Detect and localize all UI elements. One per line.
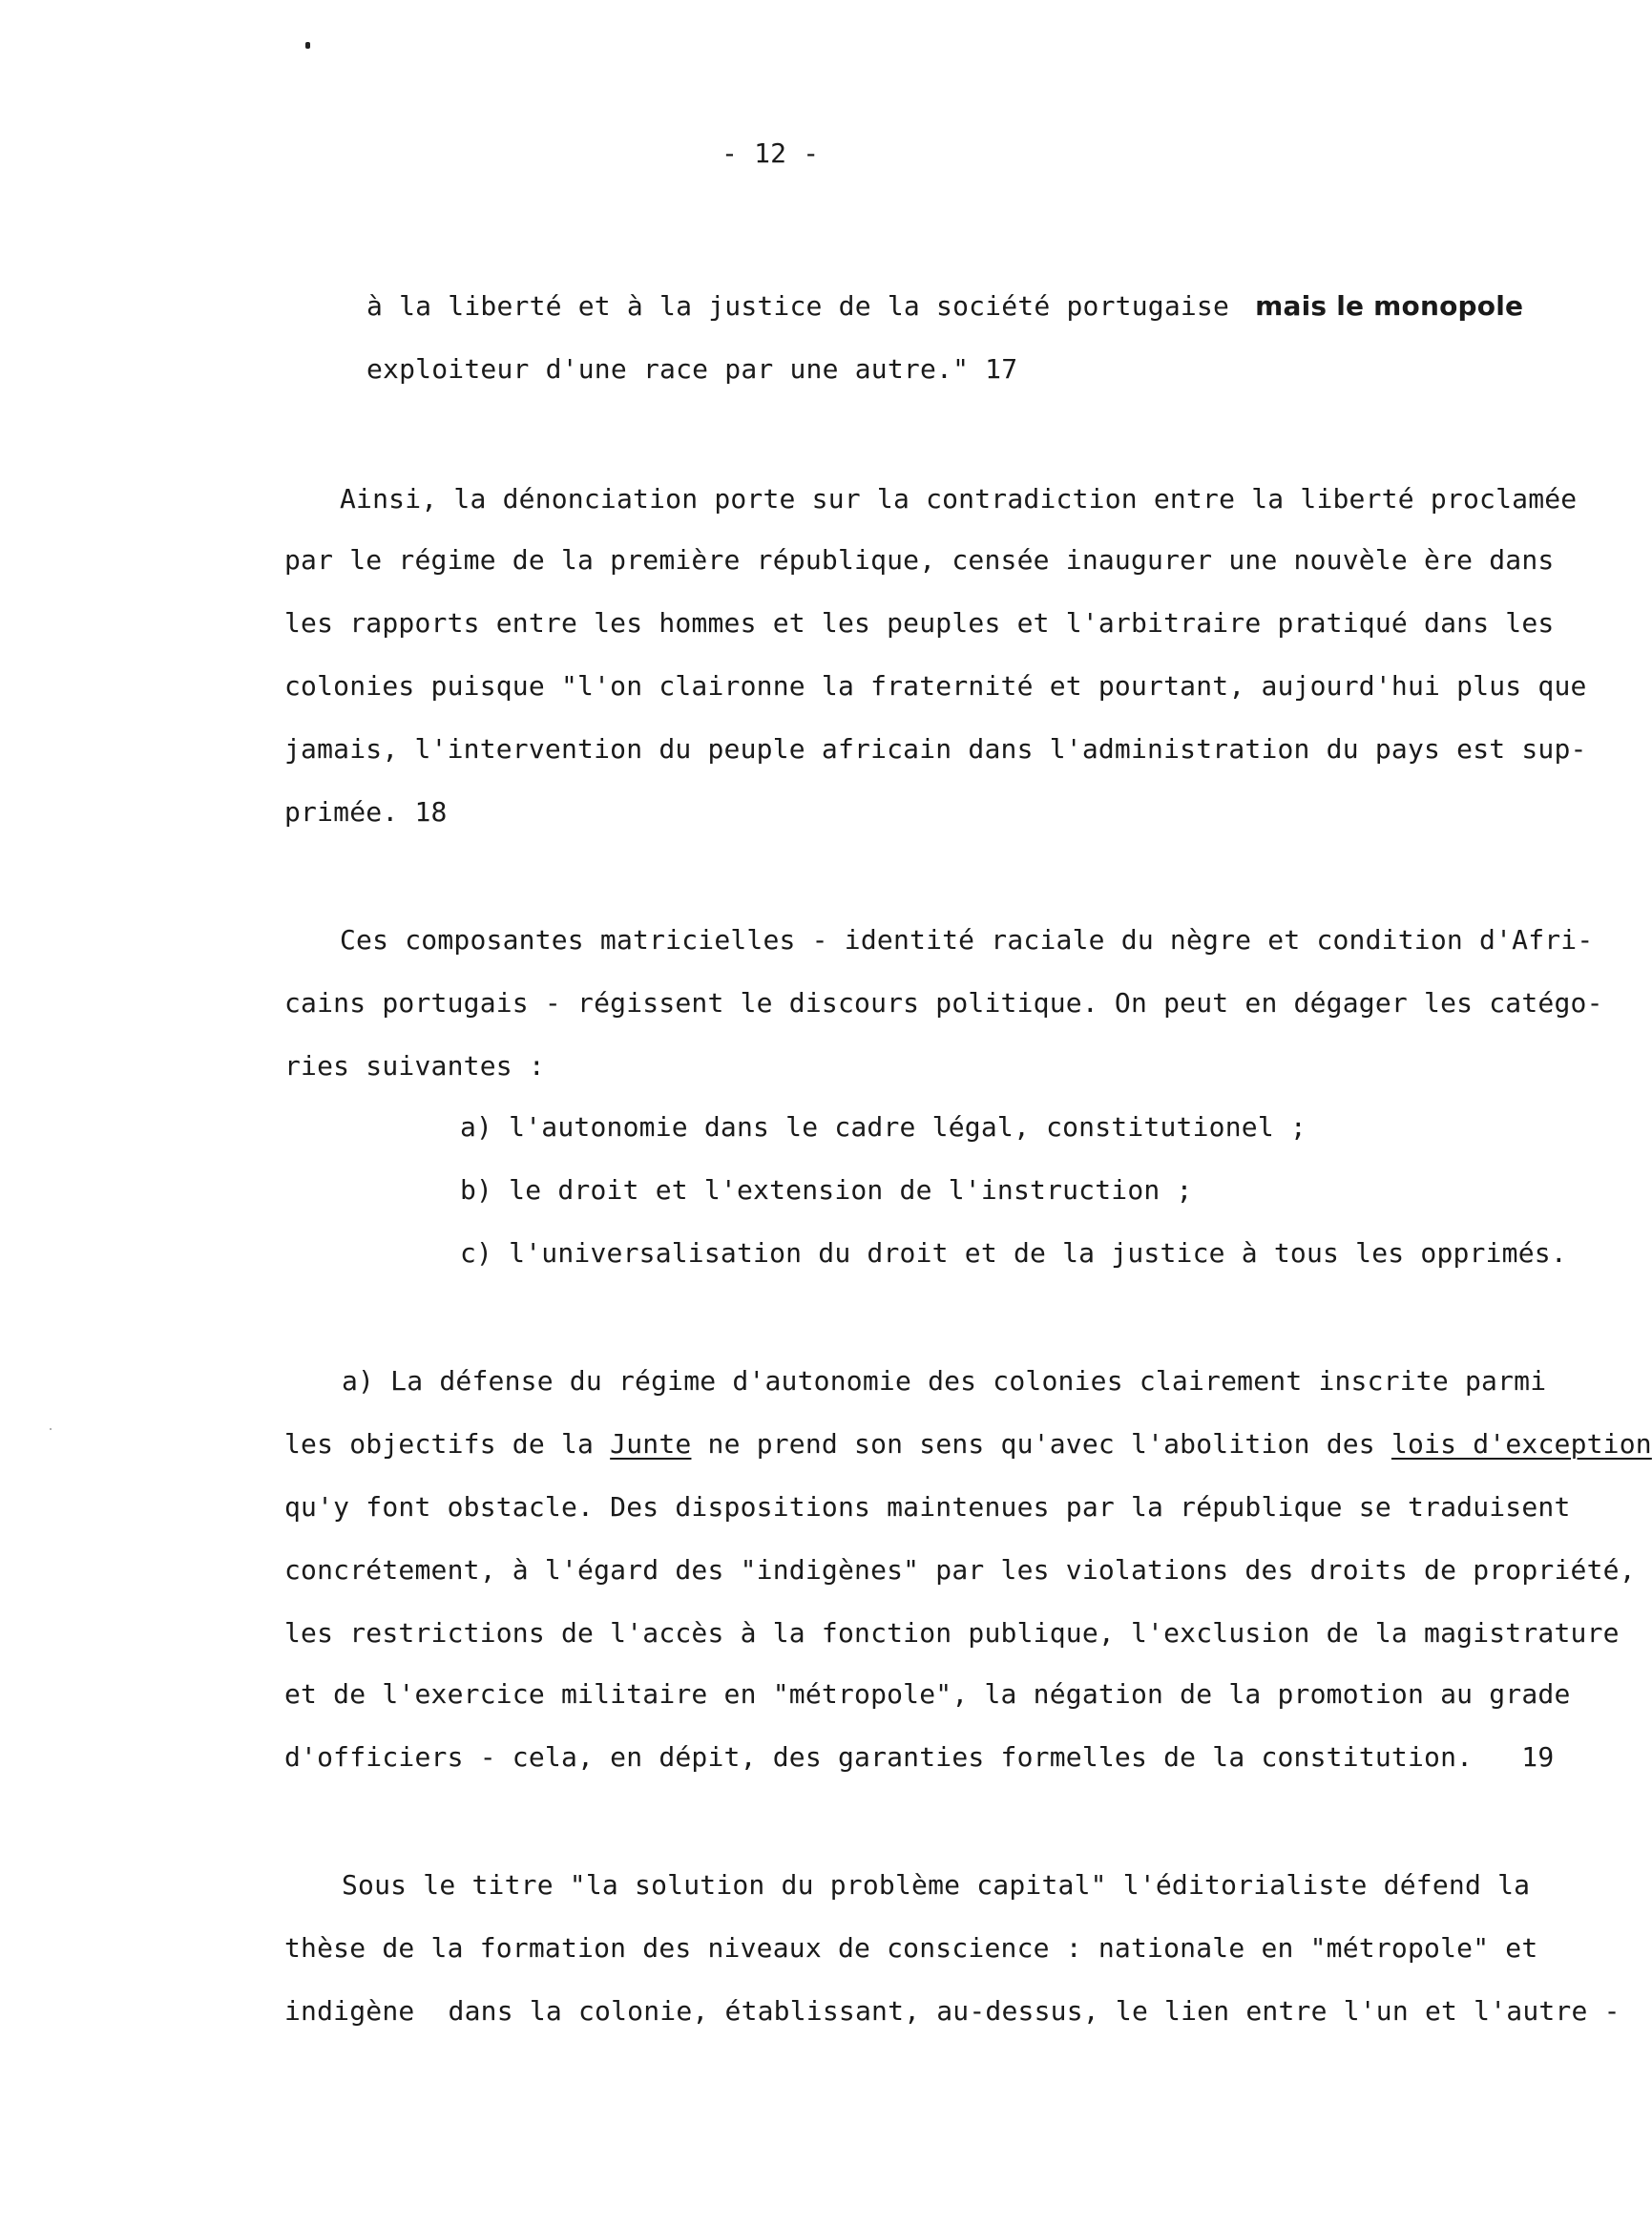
quote-line-2: exploiteur d'une race par une autre." 17: [366, 353, 1018, 385]
paragraph-line: Ces composantes matricielles - identité raciale du nègre et condition d'Afri-: [340, 924, 1594, 956]
quote-text: à la liberté et à la justice de la société portugaise: [366, 290, 1230, 322]
list-item: b) le droit et l'extension de l'instruction ;: [460, 1174, 1193, 1206]
list-item: a) l'autonomie dans le cadre légal, constitutionel ;: [460, 1111, 1307, 1143]
paragraph-line: les restrictions de l'accès à la fonction publique, l'exclusion de la magistrature: [284, 1617, 1620, 1649]
paragraph-line: Ainsi, la dénonciation porte sur la contradiction entre la liberté proclamée: [340, 483, 1578, 515]
paragraph-line: et de l'exercice militaire en "métropole", la négation de la promotion au grade: [284, 1678, 1571, 1710]
quote-bold-text: mais le monopole: [1255, 290, 1524, 322]
paragraph-line: ries suivantes :: [284, 1050, 545, 1082]
paragraph-line: thèse de la formation des niveaux de conscience : nationale en "métropole" et: [284, 1932, 1538, 1964]
paragraph-line: jamais, l'intervention du peuple africain dans l'administration du pays est sup-: [284, 733, 1587, 765]
paragraph-line: primée. 18: [284, 796, 448, 828]
scan-speck: [50, 1428, 52, 1430]
page-number: - 12 -: [721, 137, 820, 169]
underlined-lois-d-exception: lois d'exception: [1391, 1428, 1652, 1460]
underlined-junte: Junte: [610, 1428, 692, 1460]
paragraph-line: a) La défense du régime d'autonomie des colonies clairement inscrite parmi: [342, 1365, 1547, 1397]
text-run: ne prend son sens qu'avec l'abolition des: [707, 1428, 1375, 1460]
text-run: les objectifs de la: [284, 1428, 595, 1460]
paragraph-line: par le régime de la première république, censée inaugurer une nouvèle ère dans: [284, 544, 1555, 576]
paragraph-line: [284, 1741, 1554, 1774]
footnote-ref: 19: [1521, 1741, 1555, 1773]
text-run: dans la colonie, établissant, au-dessus, le lien entre l'un et l'autre -: [448, 1995, 1621, 2027]
text-run: indigène: [284, 1995, 415, 2027]
paragraph-line: qu'y font obstacle. Des dispositions maintenues par la république se traduisent: [284, 1491, 1571, 1523]
paragraph-line: cains portugais - régissent le discours politique. On peut en dégager les catégo-: [284, 987, 1603, 1019]
scan-speck: [305, 42, 310, 49]
text-run: d'officiers - cela, en dépit, des garanties formelles de la constitution.: [284, 1741, 1474, 1773]
paragraph-line: Sous le titre "la solution du problème capital" l'éditorialiste défend la: [342, 1869, 1531, 1901]
quote-line-1: [366, 290, 1523, 323]
paragraph-line: colonies puisque "l'on claironne la fraternité et pourtant, aujourd'hui plus que: [284, 670, 1587, 702]
list-item: c) l'universalisation du droit et de la justice à tous les opprimés.: [460, 1237, 1567, 1269]
paragraph-line: concrétement, à l'égard des "indigènes" par les violations des droits de propriété,: [284, 1554, 1636, 1586]
paragraph-line: les rapports entre les hommes et les peuples et l'arbitraire pratiqué dans les: [284, 607, 1555, 639]
paragraph-line: [284, 1995, 1621, 2028]
paragraph-line: [284, 1428, 1652, 1461]
